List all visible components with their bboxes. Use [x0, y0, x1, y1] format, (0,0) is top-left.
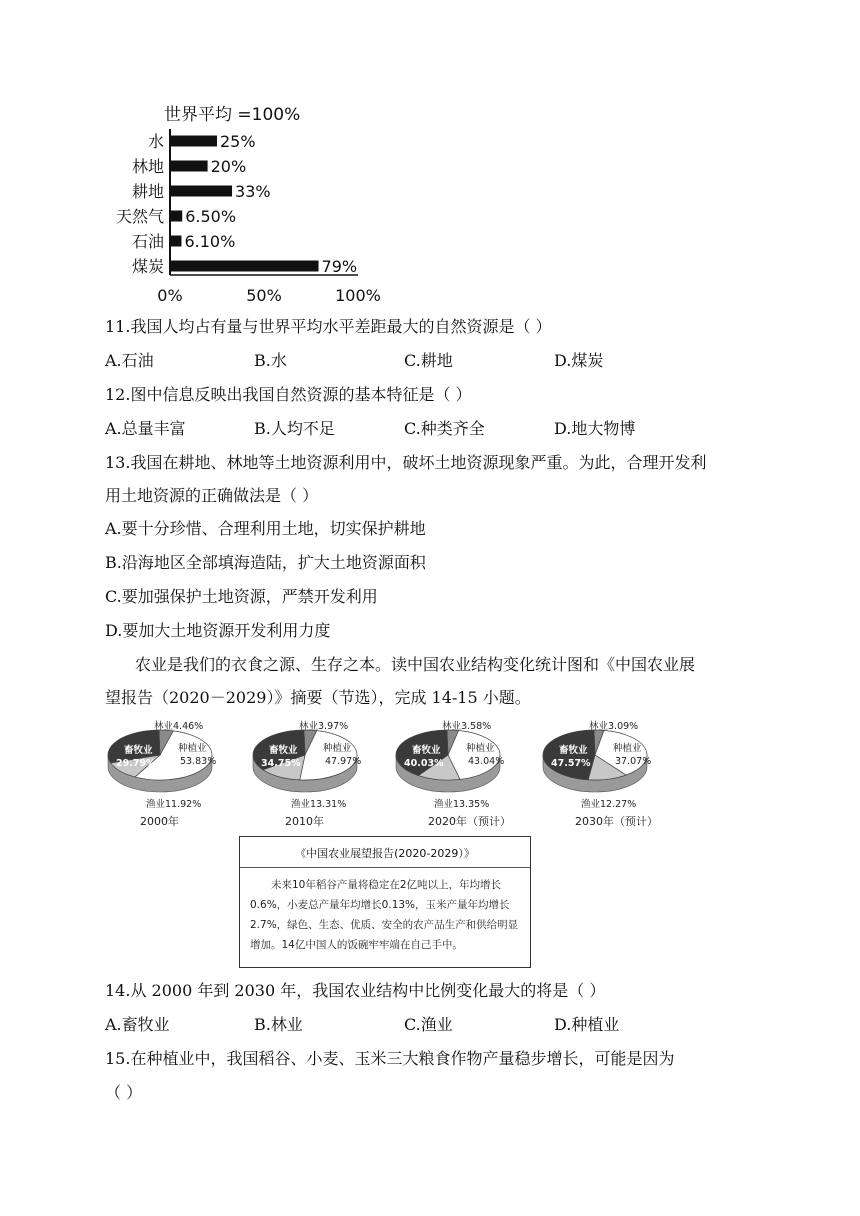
pie-year-label: 2030年（预计） — [575, 815, 658, 828]
q11-option-c[interactable]: C.耕地 — [404, 351, 453, 370]
pie-chart — [396, 720, 511, 828]
question-13-line2: 用土地资源的正确做法是（ ） — [105, 486, 319, 505]
pie-label-planting-value: 37.07% — [615, 756, 652, 767]
bar-category-label: 耕地 — [131, 182, 164, 201]
question-13-line1: 13.我国在耕地、林地等土地资源利用中，破坏土地资源现象严重。为此，合理开发利 — [105, 453, 707, 472]
q12-option-b[interactable]: B.人均不足 — [254, 419, 335, 438]
intro-line2: 望报告（2020－2029）》摘要（节选），完成 14-15 小题。 — [105, 688, 531, 707]
pie-label-planting-value: 47.97% — [325, 756, 362, 767]
q12-option-a[interactable]: A.总量丰富 — [105, 419, 186, 438]
pie-label-planting-value: 53.83% — [180, 756, 217, 767]
q13-option-a[interactable]: A.要十分珍惜、合理利用土地，切实保护耕地 — [105, 519, 426, 538]
q12-option-d[interactable]: D.地大物博 — [554, 419, 636, 438]
pie-label-forestry: 林业4.46% — [154, 721, 204, 732]
pie-label-animal-husbandry-value: 40.03% — [404, 758, 444, 769]
pie-label-animal-husbandry: 畜牧业 — [412, 745, 441, 756]
pie-label-animal-husbandry-value: 34.75% — [261, 758, 301, 769]
bar-chart-title: 世界平均 =100% — [164, 105, 301, 125]
bar-category-label: 水 — [147, 132, 164, 151]
pie-year-label: 2000年 — [140, 815, 179, 828]
pie-label-animal-husbandry-value: 29.79% — [116, 758, 156, 769]
q11-option-b[interactable]: B.水 — [254, 351, 287, 370]
report-box — [239, 836, 531, 968]
agriculture-structure-pie-charts — [100, 715, 700, 835]
intro-line1: 农业是我们的衣食之源、生存之本。读中国农业结构变化统计图和《中国农业展 — [135, 655, 696, 674]
bar-value-label: 6.50% — [185, 207, 237, 226]
report-box-divider — [240, 867, 530, 868]
bar — [170, 161, 208, 172]
report-box-title: 《中国农业展望报告(2020-2029）》 — [295, 847, 475, 860]
bar-category-label: 石油 — [131, 232, 164, 251]
bar-tick-label: 0% — [157, 286, 183, 305]
question-14: 14.从 2000 年到 2030 年，我国农业结构中比例变化最大的将是（ ） — [105, 981, 606, 1000]
report-box-body: 未来10年稻谷产量将稳定在2亿吨以上，年均增长0.6%，小麦总产量年均增长0.13%，玉米产量年均增长2.7%，绿色、生态、优质、安全的农产品生产和供给明显增加。14亿中国人的饭碗牢牢端在自己手中。 — [250, 879, 519, 951]
q12-option-c[interactable]: C.种类齐全 — [404, 419, 485, 438]
q14-option-a[interactable]: A.畜牧业 — [105, 1015, 170, 1034]
bar-value-label: 25% — [220, 132, 256, 151]
pie-chart — [253, 720, 361, 828]
q13-option-b[interactable]: B.沿海地区全部填海造陆，扩大土地资源面积 — [105, 553, 426, 572]
pie-label-planting: 种植业 — [178, 743, 207, 754]
pie-label-planting-value: 43.04% — [468, 756, 505, 767]
bar-category-label: 林地 — [131, 157, 164, 176]
q14-option-d[interactable]: D.种植业 — [554, 1015, 620, 1034]
pie-chart — [108, 720, 216, 828]
pie-label-fishery: 渔业13.35% — [434, 799, 490, 810]
pie-label-forestry: 林业3.58% — [442, 721, 492, 732]
pie-year-label: 2010年 — [285, 815, 324, 828]
bar — [170, 261, 319, 272]
pie-label-forestry: 林业3.97% — [299, 721, 349, 732]
pie-label-animal-husbandry: 畜牧业 — [124, 745, 153, 756]
bar-tick-label: 50% — [246, 286, 282, 305]
bar-tick-label: 100% — [335, 286, 381, 305]
q11-option-a[interactable]: A.石油 — [105, 351, 154, 370]
pie-label-planting: 种植业 — [613, 743, 642, 754]
pie-label-animal-husbandry-value: 47.57% — [551, 758, 591, 769]
bar-category-label: 天然气 — [115, 207, 164, 226]
bar — [170, 236, 181, 247]
q14-option-c[interactable]: C.渔业 — [404, 1015, 453, 1034]
bar-category-label: 煤炭 — [131, 257, 164, 276]
pie-label-planting: 种植业 — [323, 743, 352, 754]
pie-year-label: 2020年（预计） — [428, 815, 511, 828]
bar — [170, 136, 217, 147]
q13-option-d[interactable]: D.要加大土地资源开发利用力度 — [105, 621, 331, 640]
bar-value-label: 20% — [210, 157, 247, 176]
question-15-line2: （ ） — [105, 1083, 143, 1102]
pie-label-animal-husbandry: 畜牧业 — [269, 745, 298, 756]
pie-chart — [543, 720, 658, 828]
bar — [170, 211, 182, 222]
pie-label-fishery: 渔业11.92% — [146, 799, 202, 810]
pie-label-fishery: 渔业13.31% — [291, 799, 347, 810]
bar-value-label: 33% — [235, 182, 271, 201]
pie-label-planting: 种植业 — [466, 743, 495, 754]
pie-label-animal-husbandry: 畜牧业 — [559, 745, 588, 756]
bar-value-label: 6.10% — [184, 232, 236, 251]
pie-label-fishery: 渔业12.27% — [581, 799, 637, 810]
resource-bar-chart — [100, 95, 400, 310]
bar-value-label: 79% — [321, 257, 358, 276]
question-12: 12.图中信息反映出我国自然资源的基本特征是（ ） — [105, 385, 472, 404]
pie-label-forestry: 林业3.09% — [589, 721, 639, 732]
question-11: 11.我国人均占有量与世界平均水平差距最大的自然资源是（ ） — [105, 317, 552, 336]
q11-option-d[interactable]: D.煤炭 — [554, 351, 604, 370]
q14-option-b[interactable]: B.林业 — [254, 1015, 303, 1034]
bar — [170, 186, 232, 197]
question-15-line1: 15.在种植业中，我国稻谷、小麦、玉米三大粮食作物产量稳步增长，可能是因为 — [105, 1049, 675, 1068]
q13-option-c[interactable]: C.要加强保护土地资源，严禁开发利用 — [105, 587, 378, 606]
